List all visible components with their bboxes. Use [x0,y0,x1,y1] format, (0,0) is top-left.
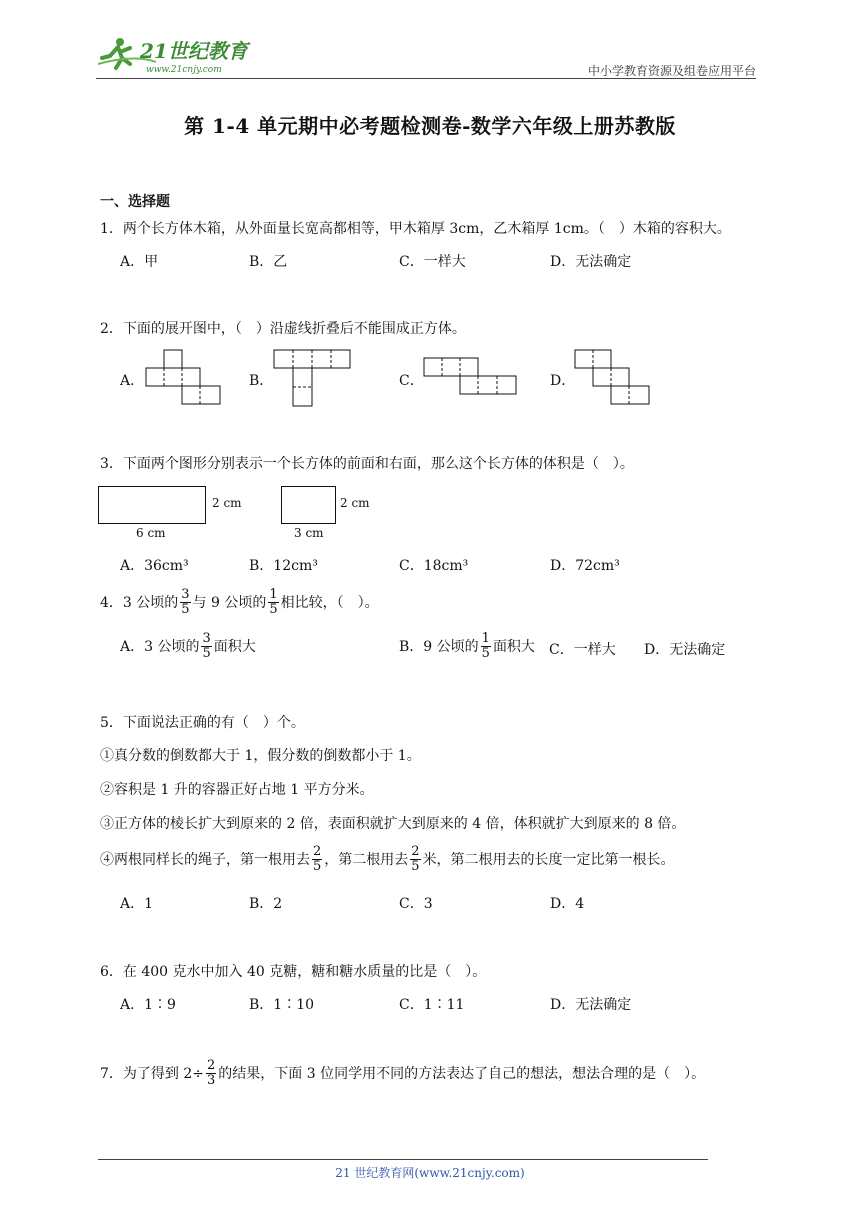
front-face-rect [98,486,206,524]
q3-option-d[interactable]: D．72cm³ [550,558,620,574]
q7-fraction: $\frac{2}{3}$ [207,1058,216,1088]
q4-option-b-fraction: $\frac{1}{5}$ [481,631,490,661]
q3-option-b[interactable]: B．12cm³ [249,558,318,574]
q3-option-a[interactable]: A．36cm³ [120,558,189,574]
q2-option-a[interactable]: A． [120,373,145,389]
q4-part-3: 相比较，（ ）。 [280,594,379,611]
q7-part-1: 7．为了得到 2÷ [100,1065,204,1082]
q4-option-a-pre: A．3 公顷的 [120,638,200,655]
q5-option-b[interactable]: B．2 [249,896,283,912]
page-title: 第 1-4 单元期中必考题检测卷-数学六年级上册苏教版 [184,114,676,138]
header-divider [96,78,756,79]
q2-option-b[interactable]: B． [249,373,274,389]
q5-s4-part-1: ④两根同样长的绳子，第一根用去 [100,851,310,868]
q5-fraction-1: $\frac{2}{5}$ [313,844,322,874]
q6-option-d[interactable]: D．无法确定 [550,997,632,1013]
q5-statement-4 [100,845,675,874]
q5-fraction-2: $\frac{2}{5}$ [411,844,420,874]
q4-fraction-1: $\frac{3}{5}$ [181,587,190,617]
q4-option-b[interactable] [399,632,535,661]
front-width-label: 6 cm [136,526,166,540]
q5-statement-3: ③正方体的棱长扩大到原来的 2 倍，表面积就扩大到原来的 4 倍，体积就扩大到原来的 8 倍。 [100,816,686,832]
q4-part-2: 与 9 公顷的 [192,594,267,611]
cube-net-d [573,348,653,410]
cube-net-a [144,348,224,408]
q5-statement-2: ②容积是 1 升的容器正好占地 1 平方分米。 [100,782,374,798]
logo-url: www.21cnjy.com [146,65,222,75]
q4-option-d[interactable]: D．无法确定 [644,642,726,658]
q4-option-b-post: 面积大 [492,638,535,655]
q5-s4-part-2: ，第二根用去 [324,851,409,868]
q5-option-c[interactable]: C．3 [399,896,433,912]
q2-option-c[interactable]: C． [399,373,424,389]
q1-option-c[interactable]: C．一样大 [399,254,466,270]
q1-option-b[interactable]: B．乙 [249,254,288,270]
right-width-label: 3 cm [294,526,324,540]
q6-option-b[interactable]: B．1∶10 [249,997,315,1013]
question-1: 1．两个长方体木箱，从外面量长宽高都相等，甲木箱厚 3cm，乙木箱厚 1cm。（ ）木箱的容积大。 [100,221,731,237]
footer-divider [98,1159,708,1160]
section-heading: 一、选择题 [100,194,170,210]
q4-option-a[interactable] [120,632,256,661]
right-face-rect [281,486,336,524]
footer-link[interactable]: 21 世纪教育网(www.21cnjy.com) [335,1166,525,1180]
q2-option-d[interactable]: D． [550,373,576,389]
question-5: 5．下面说法正确的有（ ）个。 [100,715,305,731]
q6-option-a[interactable]: A．1∶9 [120,997,176,1013]
cube-net-b [272,348,354,410]
platform-label: 中小学教育资源及组卷应用平台 [587,64,756,78]
q3-option-c[interactable]: C．18cm³ [399,558,469,574]
logo-text: 21世纪教育 [140,39,248,63]
front-height-label: 2 cm [212,496,242,510]
right-height-label: 2 cm [340,496,370,510]
question-4 [100,588,379,617]
q4-part-1: 4．3 公顷的 [100,594,179,611]
q5-option-a[interactable]: A．1 [120,896,154,912]
q4-option-a-post: 面积大 [213,638,256,655]
q4-fraction-2: $\frac{1}{5}$ [269,587,278,617]
q5-option-d[interactable]: D．4 [550,896,585,912]
question-2: 2．下面的展开图中，（ ）沿虚线折叠后不能围成正方体。 [100,321,466,337]
q4-option-a-fraction: $\frac{3}{5}$ [202,631,211,661]
cube-net-c [422,356,520,400]
question-7 [100,1059,705,1088]
q4-option-c[interactable]: C．一样大 [549,642,616,658]
q4-option-b-pre: B．9 公顷的 [399,638,479,655]
logo [96,34,256,80]
question-3: 3．下面两个图形分别表示一个长方体的前面和右面，那么这个长方体的体积是（ ）。 [100,456,634,472]
q5-s4-part-3: 米，第二根用去的长度一定比第一根长。 [422,851,675,868]
q1-option-a[interactable]: A．甲 [120,254,159,270]
q7-part-2: 的结果，下面 3 位同学用不同的方法表达了自己的想法，想法合理的是（ ）。 [218,1065,706,1082]
question-6: 6．在 400 克水中加入 40 克糖，糖和糖水质量的比是（ ）。 [100,964,487,980]
q6-option-c[interactable]: C．1∶11 [399,997,465,1013]
q5-statement-1: ①真分数的倒数都大于 1，假分数的倒数都小于 1。 [100,748,421,764]
q1-option-d[interactable]: D．无法确定 [550,254,632,270]
